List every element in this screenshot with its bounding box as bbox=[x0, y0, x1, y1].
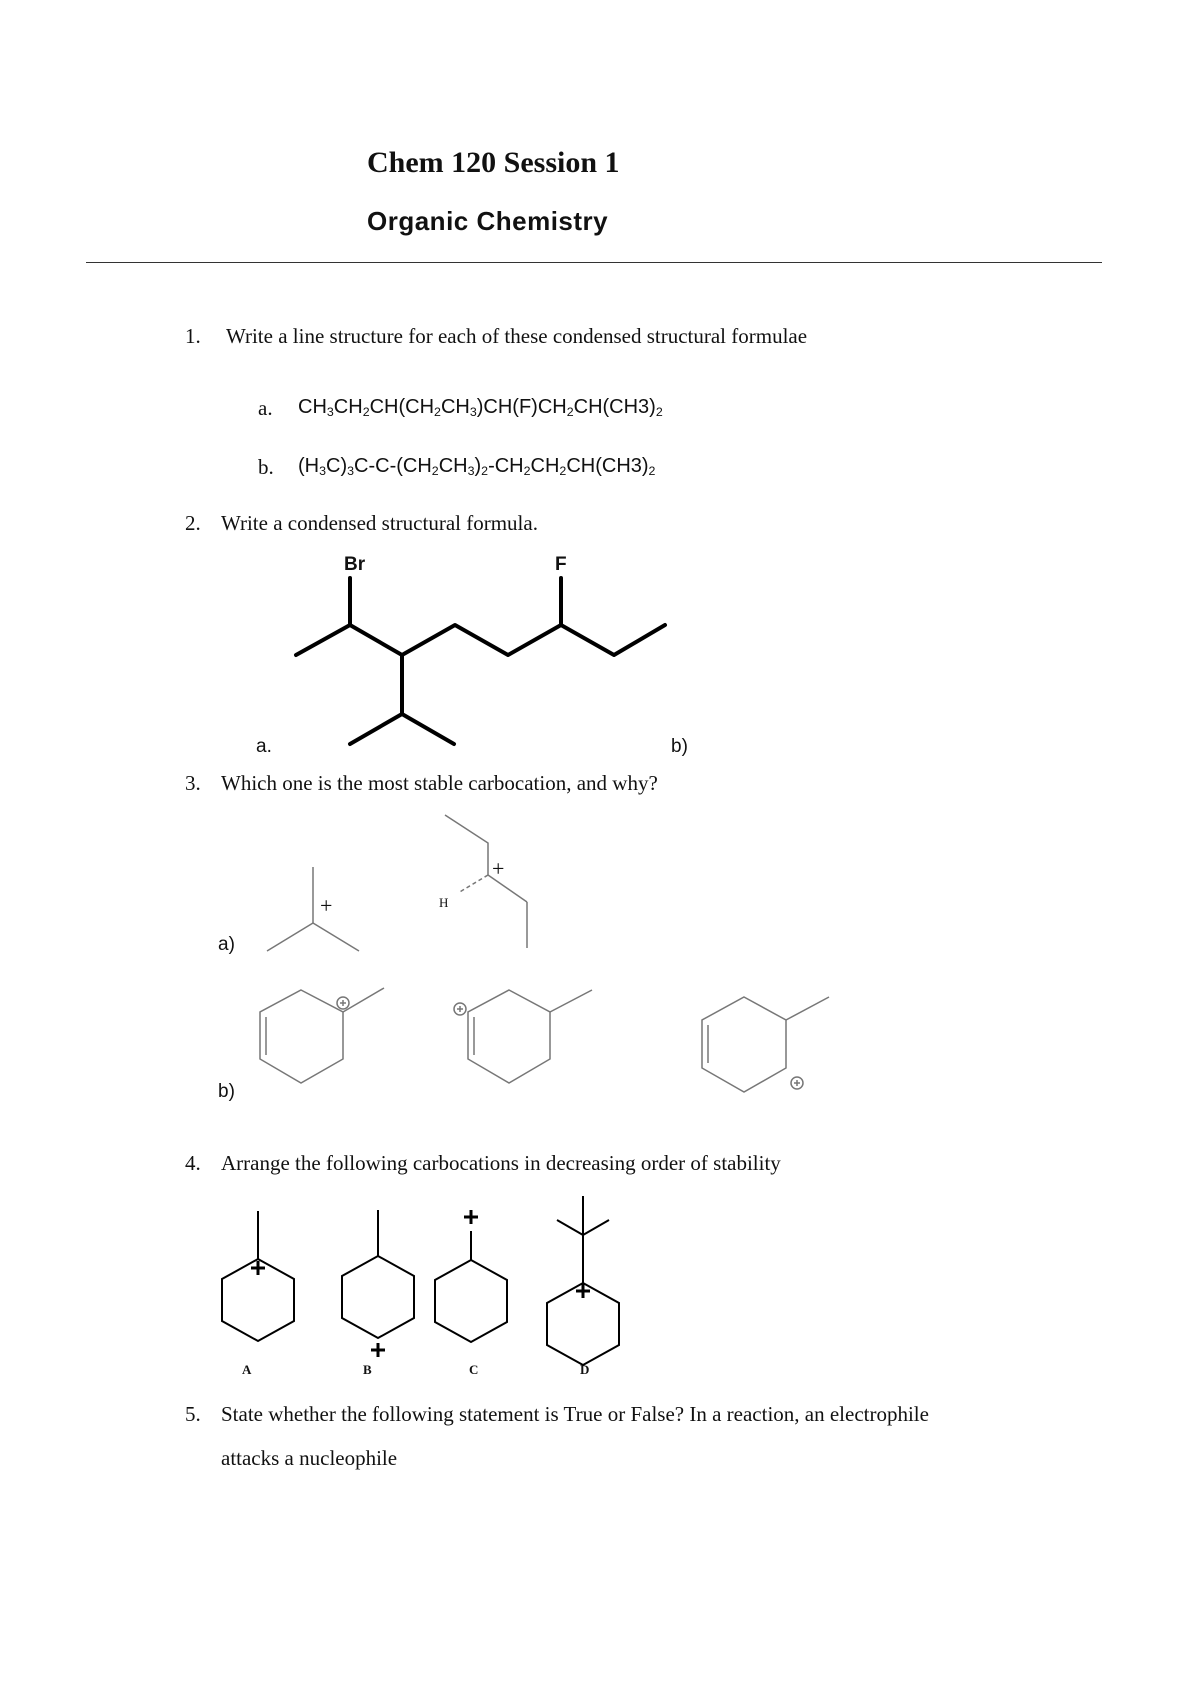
q4-structure-a bbox=[222, 1211, 294, 1341]
atom-label-f: F bbox=[555, 554, 567, 575]
page-title: Chem 120 Session 1 bbox=[367, 146, 620, 179]
question-5-text-line1: State whether the following statement is True or False? In a reaction, an electrophile bbox=[221, 1402, 929, 1426]
question-2b-label: b) bbox=[671, 736, 688, 757]
q4-structure-d bbox=[547, 1196, 619, 1365]
q4-label-b: B bbox=[363, 1362, 372, 1377]
question-4-text: Arrange the following carbocations in decreasing order of stability bbox=[221, 1151, 781, 1175]
q4-structure-b bbox=[342, 1210, 414, 1357]
q3a-secondary-charge: + bbox=[492, 856, 505, 881]
question-3-text: Which one is the most stable carbocation, and why? bbox=[221, 771, 658, 795]
question-1b-label: b. bbox=[258, 455, 274, 479]
question-5-text-line2: attacks a nucleophile bbox=[221, 1446, 398, 1470]
q4-label-c: C bbox=[469, 1362, 479, 1377]
question-3a-label: a) bbox=[218, 934, 235, 955]
question-4-number: 4. bbox=[185, 1151, 201, 1175]
question-1a-formula: $CH_3CH_2CH(CH_2CH_3)CH(F)CH_2CH(CH3)_2$ bbox=[298, 396, 663, 420]
question-2-number: 2. bbox=[185, 511, 201, 535]
question-5-number: 5. bbox=[185, 1402, 201, 1426]
question-2-text: Write a condensed structural formula. bbox=[221, 511, 538, 535]
question-3-number: 3. bbox=[185, 771, 201, 795]
q4-structure-c bbox=[435, 1210, 507, 1342]
question-2a-label: a. bbox=[256, 736, 272, 757]
q4-label-a: A bbox=[242, 1362, 252, 1377]
question-1b-formula: $(H_3C)_3C-C-(CH_2CH_3)_2-CH_2CH_2CH(CH3)_2$ bbox=[298, 455, 656, 479]
question-1a-label: a. bbox=[258, 396, 273, 420]
q4-label-d: D bbox=[580, 1362, 590, 1377]
atom-label-br: Br bbox=[344, 554, 366, 575]
question-1-number: 1. bbox=[185, 324, 201, 348]
question-3b-label: b) bbox=[218, 1081, 235, 1102]
question-1-text: Write a line structure for each of these condensed structural formulae bbox=[226, 324, 808, 348]
page-subtitle: Organic Chemistry bbox=[367, 206, 609, 236]
q3a-tertiary-charge: + bbox=[320, 893, 333, 918]
q3a-hydrogen-label: H bbox=[439, 895, 449, 910]
